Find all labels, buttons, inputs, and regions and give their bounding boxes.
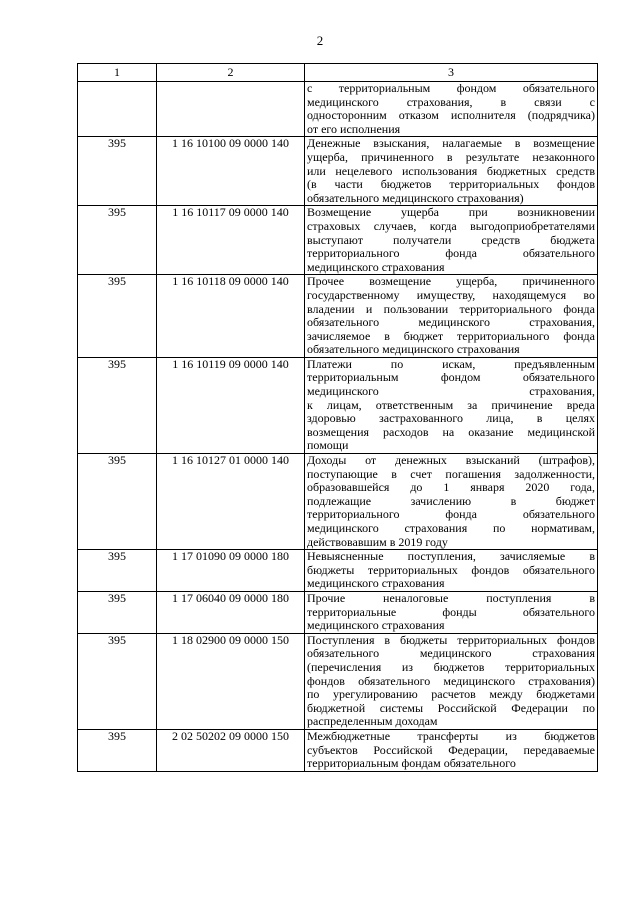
- admin-code-cell: 395: [78, 729, 157, 771]
- description-line: Платежи по искам, предъявленным: [307, 356, 595, 371]
- description-line: бюджетной системы Российской Федерации по: [307, 700, 595, 715]
- revenue-code-cell: 2 02 50202 09 0000 150: [157, 729, 305, 771]
- description-line: от его исполнения: [307, 121, 401, 136]
- description-line: бюджеты территориальных фондов обязательного: [307, 562, 595, 577]
- description-line: субъектов Российской Федерации, передаваемые: [307, 742, 595, 757]
- description-cell: [305, 275, 598, 358]
- table-row: [78, 137, 598, 206]
- description-line: помощи: [307, 438, 349, 453]
- description-cell: [305, 137, 598, 206]
- code-cell: [157, 82, 305, 137]
- description-line: медицинского страхования, в связи с: [307, 94, 595, 109]
- table-row: [78, 550, 598, 592]
- description-line: с территориальным фондом обязательного: [307, 81, 595, 95]
- table-row: [78, 206, 598, 275]
- description-cell: [305, 357, 598, 453]
- revenue-code-cell: 1 17 01090 09 0000 180: [157, 550, 305, 592]
- admin-code-cell: 395: [78, 206, 157, 275]
- description-line: территориальные фонды обязательного: [307, 604, 595, 619]
- description-line: медицинского страхования,: [307, 384, 595, 399]
- table-row: [78, 633, 598, 729]
- description-line: здоровью застрахованного лица, в целях: [307, 411, 595, 426]
- revenue-code-cell: 1 16 10117 09 0000 140: [157, 206, 305, 275]
- admin-code-cell: 395: [78, 550, 157, 592]
- description-line: обязательного медицинского страхования,: [307, 315, 595, 330]
- description-line: Поступления в бюджеты территориальных фондов: [307, 632, 595, 647]
- description-cell: [305, 633, 598, 729]
- description-line: Доходы от денежных взысканий (штрафов),: [307, 453, 595, 468]
- table-row: [78, 275, 598, 358]
- description-line: Возмещение ущерба при возникновении: [307, 205, 595, 220]
- admin-code-cell: 395: [78, 357, 157, 453]
- admin-code-cell: 395: [78, 633, 157, 729]
- header-cell-1: 1: [78, 64, 157, 82]
- description-line: к лицам, ответственным за причинение вреда: [307, 397, 595, 412]
- table-row: [78, 454, 598, 550]
- revenue-codes-table: [77, 63, 598, 772]
- description-line: выступают получатели средств бюджета: [307, 232, 595, 247]
- description-line: действовавшим в 2019 году: [307, 534, 448, 549]
- description-cell: [305, 591, 598, 633]
- description-line: (в части бюджетов территориальных фондов: [307, 177, 595, 192]
- description-line: фондов обязательного медицинского страхования): [307, 673, 595, 688]
- table-header-row: [78, 64, 598, 82]
- description-line: по урегулированию расчетов между бюджетами: [307, 687, 595, 702]
- description-line: медицинского страхования по нормативам,: [307, 521, 595, 535]
- revenue-code-cell: 1 16 10100 09 0000 140: [157, 137, 305, 206]
- description-line: или нецелевого использования бюджетных средств: [307, 163, 595, 178]
- description-line: подлежащие зачислению в бюджет: [307, 493, 595, 508]
- description-line: территориального фонда обязательного: [307, 507, 595, 522]
- description-line: Денежные взыскания, налагаемые в возмещение: [307, 136, 595, 151]
- description-line: медицинского страхования: [307, 576, 445, 591]
- header-cell-3: 3: [305, 64, 598, 82]
- description-line: территориальным фондом обязательного: [307, 370, 595, 385]
- revenue-code-cell: 1 17 06040 09 0000 180: [157, 591, 305, 633]
- description-line: ущерба, причиненного в результате незаконного: [307, 149, 595, 164]
- description-line: Межбюджетные трансферты из бюджетов: [307, 728, 595, 743]
- page-number: 2: [316, 33, 324, 48]
- description-line: государственному имуществу, находящемуся во: [307, 287, 595, 302]
- description-line: возмещения расходов на оказание медицинской: [307, 424, 595, 439]
- description-line: обязательного медицинского страхования): [307, 190, 524, 205]
- description-line: Прочее возмещение ущерба, причиненного: [307, 274, 595, 289]
- description-cell: [305, 550, 598, 592]
- description-line: распределенным доходам: [307, 714, 438, 729]
- description-line: медицинского страхования: [307, 618, 445, 633]
- description-line: владении и пользовании территориального фонда: [307, 301, 595, 316]
- description-line: территориального фонда обязательного: [307, 246, 595, 261]
- description-line: Прочие неналоговые поступления в: [307, 590, 595, 605]
- header-cell-2: 2: [157, 64, 305, 82]
- admin-code-cell: 395: [78, 454, 157, 550]
- description-line: обязательного медицинского страхования: [307, 342, 520, 357]
- description-line: обязательного медицинского страхования: [307, 646, 595, 661]
- admin-code-cell: 395: [78, 137, 157, 206]
- admin-cell: [78, 82, 157, 137]
- revenue-code-cell: 1 18 02900 09 0000 150: [157, 633, 305, 729]
- revenue-code-cell: 1 16 10119 09 0000 140: [157, 357, 305, 453]
- description-line: медицинского страхования: [307, 259, 445, 274]
- description-line: поступающие в счет погашения задолженности,: [307, 466, 595, 481]
- admin-code-cell: 395: [78, 591, 157, 633]
- description-line: односторонним отказом исполнителя (подрядчика): [307, 108, 595, 123]
- description-line: страховых случаев, когда выгодоприобретателями: [307, 218, 595, 233]
- description-line: Невыясненные поступления, зачисляемые в: [307, 549, 595, 564]
- revenue-code-cell: 1 16 10127 01 0000 140: [157, 454, 305, 550]
- description-line: (перечисления из бюджетов территориальных: [307, 659, 595, 674]
- table-row: [78, 357, 598, 453]
- admin-code-cell: 395: [78, 275, 157, 358]
- revenue-code-cell: 1 16 10118 09 0000 140: [157, 275, 305, 358]
- description-cell: [305, 454, 598, 550]
- description-line: образовавшейся до 1 января 2020 года,: [307, 480, 595, 495]
- description-cell: [305, 729, 598, 771]
- description-cell: [305, 82, 598, 137]
- table-row: [78, 591, 598, 633]
- table-row-continued: [78, 82, 598, 137]
- description-line: зачисляемое в бюджет территориального фонда: [307, 328, 595, 343]
- table-row: [78, 729, 598, 771]
- description-line: территориальным фондам обязательного: [307, 756, 516, 771]
- description-cell: [305, 206, 598, 275]
